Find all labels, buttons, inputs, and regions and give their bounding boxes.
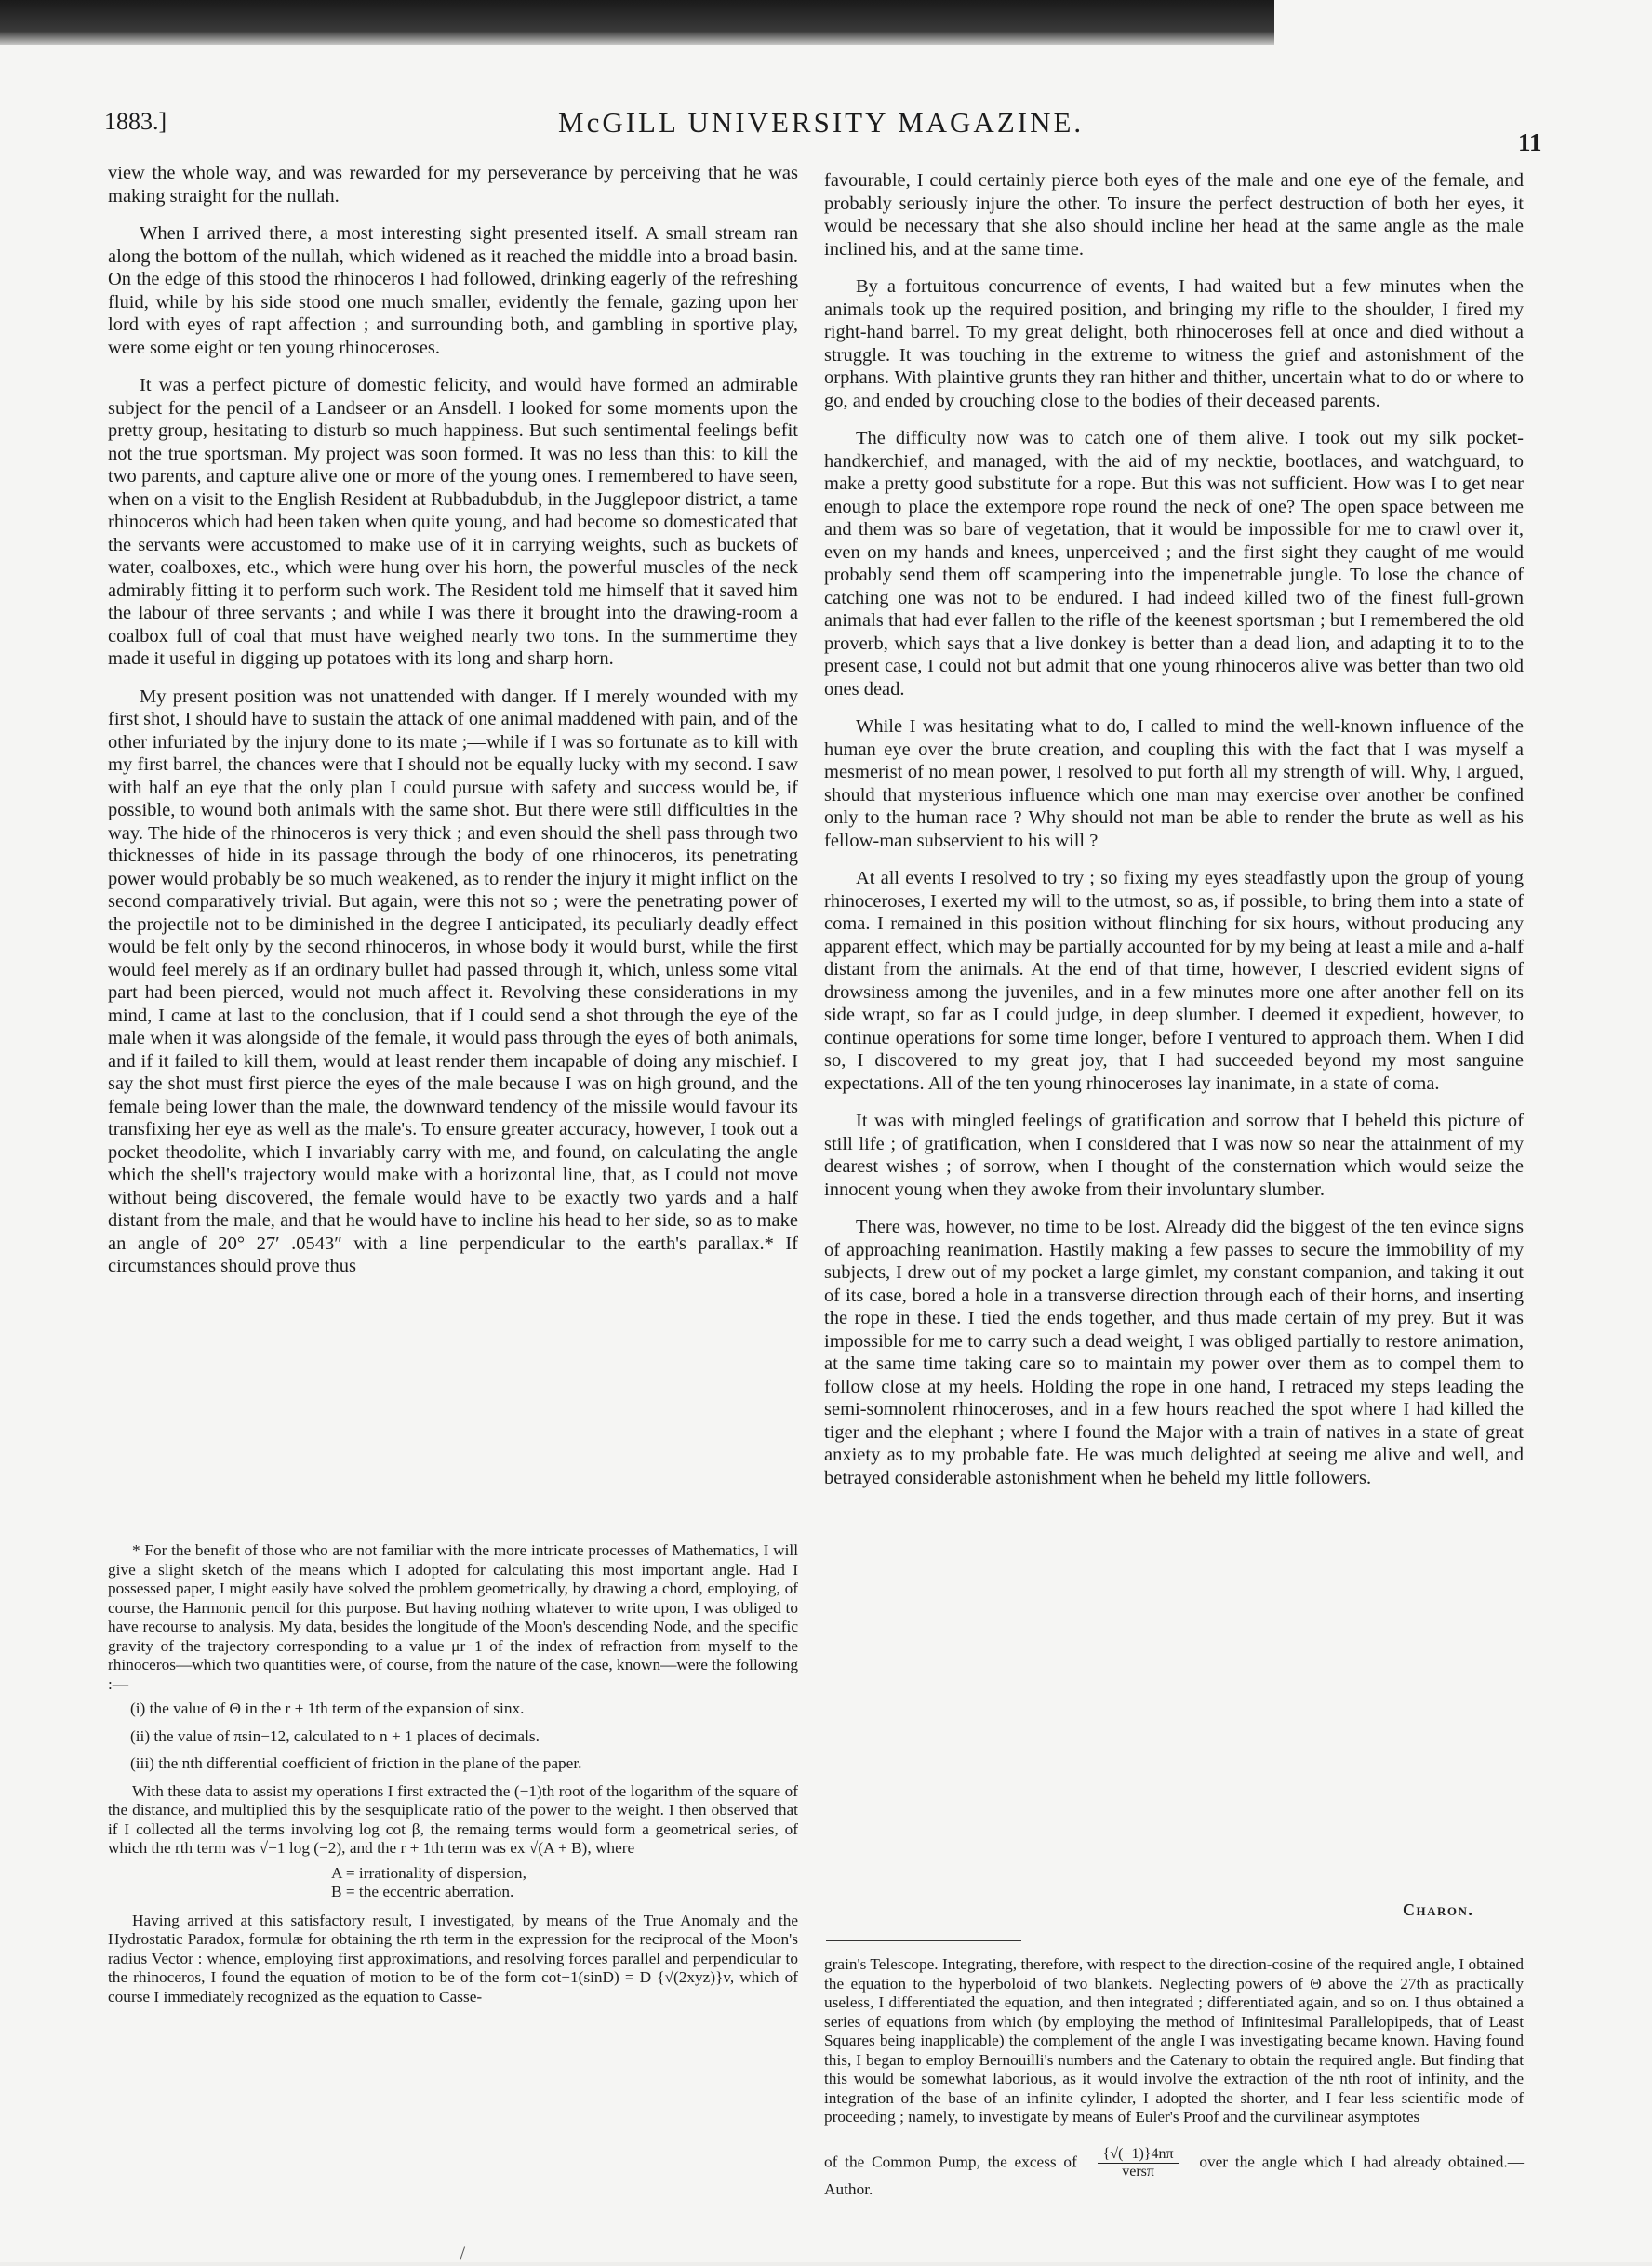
author-signature: Charon.: [1403, 1900, 1474, 1919]
paragraph: There was, however, no time to be lost. Already did the biggest of the ten evince signs of approaching reanimation. Hastily making a few passes to secure the immobility of my subjects, I drew out of my pocket a large gimlet, my constant companion, and taking it out of its case, bored a hole in a transverse direction through each of their horns, and inserting the rope in these. I tied the ends together, and thus made certain of my prey. But it was impossible for me to carry such a dead weight, I was obliged partially to restore animation, at the same time taking care so to maintain my power over them as to compel them to follow close at my heels. Holding the rope in one hand, I retraced my steps leading the semi-somnolent rhinoceroses, and in a few hours reached the spot where I had killed the tiger and the elephant ; where I found the Major with a train of natives in a state of great anxiety as to my probable fate. He was much delighted at seeing me alive and well, and betrayed considerable astonishment when he beheld my little followers.: [824, 1217, 1524, 1488]
footnote-item: (i) the value of Θ in the r + 1th term of the expansion of sinx.: [130, 1700, 525, 1717]
footnote-paragraph: With these data to assist my operations I first extracted the (−1)th root of the logarithm of the square of the distance, and multiplied this by the sesquiplicate ratio of the power to the weight. I then observed that if I collected all the terms involving log cot β, the remaing terms would form a geometrical series, of which the rth term was √−1 log (−2), and the r + 1th term was ex √(A + B), where: [108, 1781, 798, 1857]
paragraph: My present position was not unattended with danger. If I merely wounded with my first shot, I should have to sustain the attack of one animal maddened with pain, and of the other infuriated by the injury done to its mate ;—while if I was so fortunate as to kill with my first barrel, the chances were that I should not be equally lucky with my second. I saw with half an eye that the only plan I could pursue with safety and success would be, if possible, to wound both animals with the same shot. But there were still difficulties in the way. The hide of the rhinoceros is very thick ; and even should the shell pass through two thicknesses of hide in its passage through the body of one rhinoceros, its penetrating power would probably be so much weakened, as to render the injury it might inflict on the second comparatively trivial. But again, were this not so ; were the penetrating power of the projectile not to be diminished in the degree I anticipated, its peculiarly deadly effect would be felt only by the second rhinoceros, in whose body it would burst, while the first would feel merely as if an ordinary bullet had passed through it, which, unless some vital part had been pierced, would not much affect it. Revolving these considerations in my mind, I came at last to the conclusion, that if I could send a shot through the eye of the male when it was alongside of the female, it would pass through the eyes of both animals, and if it failed to kill them, would at least render them incapable of doing any mischief. I say the shot must first pierce the eyes of the male because I was on high ground, and the female being lower than the male, the downward tendency of the missile would favour its transfixing her eye as well as the male's. To ensure greater accuracy, however, I took out a pocket theodolite, which I invariably carry with me, and found, on calculating the angle which the shell's trajectory would make with a horizontal line, that, as I could not move without being discovered, the female would have to be exactly two yards and a half distant from the male, and that he would have to incline his head to her side, so as to make an angle of 20° 27′ .0543″ with a line perpendicular to the earth's parallax.* If circumstances should prove thus: [108, 686, 798, 1276]
page-number: 11: [1518, 128, 1542, 156]
footnote-divider: [826, 1940, 1021, 1941]
paragraph: favourable, I could certainly pierce both eyes of the male and one eye of the female, and probably seriously injure the other. To insure the perfect destruction of both her eyes, it would be necessary that she also should incline her head at the same angle as the male inclined his, and at the same time.: [824, 170, 1524, 260]
footnote-ending: [824, 2146, 1524, 2200]
fraction-numerator: {√(−1)}4nπ: [1098, 2146, 1179, 2164]
scan-shadow: [0, 0, 1274, 45]
footnote-intro: * For the benefit of those who are not familiar with the more intricate processes of Mathematics, I will give a slight sketch of the means which I adopted for calculating this most important angle. Had I possessed paper, I might easily have solved the problem geometrically, by drawing a chord, employing, of course, the Harmonic pencil for this purpose. But having nothing whatever to write upon, I was obliged to have recourse to analysis. My data, besides the longitude of the Moon's descending Node, and the specific gravity of the trajectory corresponding to a value μr−1 of the index of refraction from myself to the rhinoceros—which two quantities were, of course, from the nature of the case, known—were the following :—: [108, 1541, 798, 1693]
paragraph: At all events I resolved to try ; so fixing my eyes steadfastly upon the group of young rhinoceroses, I exerted my will to the utmost, so as, if possible, to bring them into a state of coma. I remained in this position without flinching for six hours, without producing any apparent effect, which may be partially accounted for by my being at least a mile and a-half distant from the animals. At the end of that time, however, I descried evident signs of drowsiness among the juveniles, and in a few minutes more one after another fell on its side wrapt, so far as I could judge, in deep slumber. I deemed it expedient, however, to continue operations for some time longer, before I ventured to approach them. When I did so, I discovered to my great joy, that I had succeeded beyond my most sanguine expectations. All of the ten young rhinoceroses lay inanimate, in a state of coma.: [824, 868, 1524, 1094]
paragraph: It was with mingled feelings of gratification and sorrow that I beheld this picture of still life ; of gratification, when I considered that I was now so near the attainment of my dearest wishes ; of sorrow, when I thought of the consternation which would seize the innocent young when they awoke from their involuntary slumber.: [824, 1111, 1524, 1200]
footnote-item: (iii) the nth differential coefficient of friction in the plane of the paper.: [130, 1754, 582, 1772]
footnote-definition: B = the eccentric aberration.: [331, 1883, 514, 1900]
footnote-continuation: [824, 1955, 1524, 2199]
magazine-title: McGILL UNIVERSITY MAGAZINE.: [558, 106, 1085, 139]
footnote: [108, 1541, 798, 2012]
issue-year: 1883.]: [104, 108, 167, 135]
left-column: [108, 162, 798, 1293]
paragraph: view the whole way, and was rewarded for my perseverance by perceiving that he was making straight for the nullah.: [108, 163, 798, 207]
paragraph: While I was hesitating what to do, I called to mind the well-known influence of the human eye over the brute creation, and coupling this with the fact that I was myself a mesmerist of no mean power, I resolved to put forth all my strength of will. Why, I argued, should that mysterious influence which one man may exercise over another be confined only to the human race ? Why should not man be able to render the brute as well as his fellow-man subservient to his will ?: [824, 716, 1524, 851]
ending-text-before: of the Common Pump, the excess of: [824, 2152, 1077, 2170]
footnote-definition: A = irrationality of dispersion,: [331, 1863, 526, 1882]
fraction: [1098, 2146, 1179, 2180]
page-header: [0, 97, 1652, 156]
paragraph: It was a perfect picture of domestic felicity, and would have formed an admirable subject for the pencil of a Landseer or an Ansdell. I looked for some moments upon the pretty group, hesitating to disturb so much happiness. But such sentimental feelings befit not the true sportsman. My project was soon formed. It was no less than this: to kill the two parents, and capture alive one or more of the young ones. I remembered to have seen, when on a visit to the English Resident at Rubbadubdub, in the Jugglepoor district, a tame rhinoceros which had been taken when quite young, and had become so domesticated that the servants were accustomed to make use of it in carrying weights, such as buckets of water, coalboxes, etc., which were hung over his horn, the powerful muscles of the neck admirably fitting it to perform such work. The Resident told me himself that it saved him the labour of three servants ; and while I was there it brought into the drawing-room a coalbox full of coal that must have weighed nearly two tons. In the summertime they made it useful in digging up potatoes with its long and sharp horn.: [108, 375, 798, 669]
stray-mark: /: [460, 2242, 466, 2265]
right-column: [824, 169, 1524, 1504]
paragraph: By a fortuitous concurrence of events, I had waited but a few minutes when the animals took up the required position, and bringing my rifle to the shoulder, I fired my right-hand barrel. To my great delight, both rhinoceroses fell at once and died without a struggle. It was touching in the extreme to witness the grief and astonishment of the orphans. With plaintive grunts they ran hither and thither, uncertain what to do or where to go, and ended by crouching close to the bodies of their deceased parents.: [824, 276, 1524, 411]
footnote-item: (ii) the value of πsin−12, calculated to n + 1 places of decimals.: [130, 1726, 540, 1745]
ending-text-after: over the angle which I had already obtained.—Author.: [824, 2152, 1524, 2198]
paragraph: The difficulty now was to catch one of them alive. I took out my silk pocket-handkerchief, and managed, with the aid of my necktie, bootlaces, and watchguard, to make a pretty good substitute for a rope. But this was not sufficient. How was I to get near enough to place the extempore rope round the neck of one? The open space between me and them was so bare of vegetation, that it would be impossible for me to crawl over it, even on my hands and knees, unperceived ; and the first sight they caught of me would probably send them off scampering into the impenetrable jungle. To lose the chance of catching one was not to be endured. I had indeed killed two of the finest full-grown animals that had ever fallen to the rifle of the keenest sportsman ; but I remembered the old proverb, which says that a live donkey is better than a dead lion, and adapting it to to the present case, I could not but admit that one young rhinoceros alive was better than two old ones dead.: [824, 428, 1524, 700]
fraction-denominator: versπ: [1122, 2163, 1154, 2179]
footnote-paragraph: Having arrived at this satisfactory result, I investigated, by means of the True Anomaly and the Hydrostatic Paradox, formulæ for obtaining the rth term in the expression for the reciprocal of the Moon's radius Vector : whence, employing first approximations, and resolving forces parallel and perpendicular to the rhinoceros, I found the equation of motion to be of the form cot−1(sinD) = D {√(2xyz)}v, which of course I immediately recognized as the equation to Casse-: [108, 1911, 798, 2006]
paragraph: When I arrived there, a most interesting sight presented itself. A small stream ran along the bottom of the nullah, which widened as it reached the middle into a broad basin. On the edge of this stood the rhinoceros I had followed, drinking eagerly of the refreshing fluid, while by his side stood one much smaller, evidently the female, gazing upon her lord with eyes of rapt affection ; and surrounding both, and gambling in sportive play, were some eight or ten young rhinoceroses.: [108, 223, 798, 358]
footnote-paragraph: grain's Telescope. Integrating, therefore, with respect to the direction-cosine of the required angle, I obtained the equation to the hyperboloid of two blankets. Neglecting powers of Θ above the 27th as practically useless, I differentiated the equation, and then integrated ; differentiated again, and so on. I thus obtained a series of equations from which (by employing the method of Infinitesimal Parallelopipeds, that of Least Squares being inapplicable) the complement of the angle I was investigating became known. Having found this, I began to employ Bernouilli's numbers and the Catenary to obtain the required angle. But finding that this would be somewhat laborious, as it would involve the extraction of the nth root of infinity, and the integration of the base of an infinite cylinder, I adopted the shorter, and I fear less scientific mode of proceeding ; namely, to investigate by means of Euler's Proof and the curvilinear asymptotes: [824, 1955, 1524, 2126]
